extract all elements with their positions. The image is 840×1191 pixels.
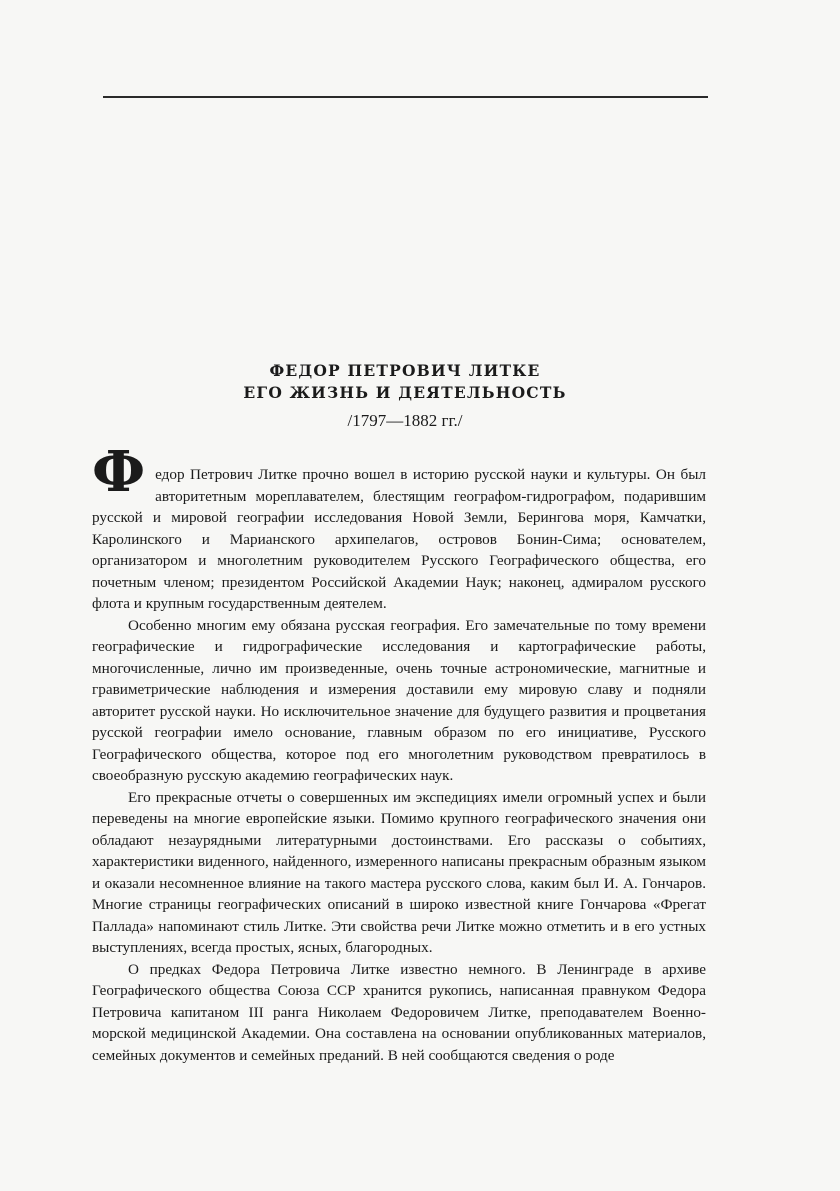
paragraph-2: Особенно многим ему обязана русская география. Его замечательные по тому времени географические и гидрографические исследования и картографические работы, многочисленные, лично им произведенные, очень точные астрономические, магнитные и гравиметрические наблюдения и измерения доставили ему мировую славу и подняли авторитет русской науки. Но исключительное значение для будущего развития и процветания русской географии имело основание, главным образом по его инициативе, Русского Географического общества, которое под его многолетним руководством превратилось в своеобразную русскую академию географических наук. [92,616,706,784]
top-rule [103,96,708,98]
paragraph-1 [92,439,706,615]
paragraph-4: О предках Федора Петровича Литке известно немного. В Ленинграде в архиве Географического общества Союза ССР хранится рукопись, написанная правнуком Федора Петровича капитаном III ранга Николаем Федоровичем Литке, преподавателем Военно-морской медицинской Академии. Она составлена на основании опубликованных материалов, семейных документов и семейных преданий. В ней сообщаются сведения о роде [92,960,706,1064]
article-title-line-2: ЕГО ЖИЗНЬ И ДЕЯТЕЛЬНОСТЬ [243,383,567,402]
paragraph-3: Его прекрасные отчеты о совершенных им экспедициях имели огромный успех и были переведены на многие европейские языки. Помимо крупного географического значения они обладают незаурядными литературными достоинствами. Его рассказы о событиях, характеристики виденного, найденного, измеренного написаны прекрасным образным языком и оказали несомненное влияние на такого мастера русского слова, каким был И. А. Гончаров. Многие страницы географических описаний в широко известной книге Гончарова «Фрегат Паллада» напоминают стиль Литке. Эти свойства речи Литке можно отметить и в его устных выступлениях, всегда простых, ясных, благородных. [92,788,706,956]
article-dates: /1797—1882 гг./ [347,411,463,430]
article-title-line-1: ФЕДОР ПЕТРОВИЧ ЛИТКЕ [269,361,541,380]
drop-cap: Ф [92,439,146,505]
article-body [92,439,706,1066]
paragraph-1-text: едор Петрович Литке прочно вошел в историю русской науки и культуры. Он был авторитетным мореплавателем, блестящим географом-гидрографом, подарившим русской и мировой географии исследования Новой Земли, Берингова моря, Камчатки, Каролинского и Марианского архипелагов, островов Бонин-Сима; основателем, организатором и многолетним руководителем Русского Географического общества, его почетным членом; президентом Российской Академии Наук; наконец, адмиралом русского флота и крупным государственным деятелем. [92,466,706,612]
title-block [102,360,708,432]
